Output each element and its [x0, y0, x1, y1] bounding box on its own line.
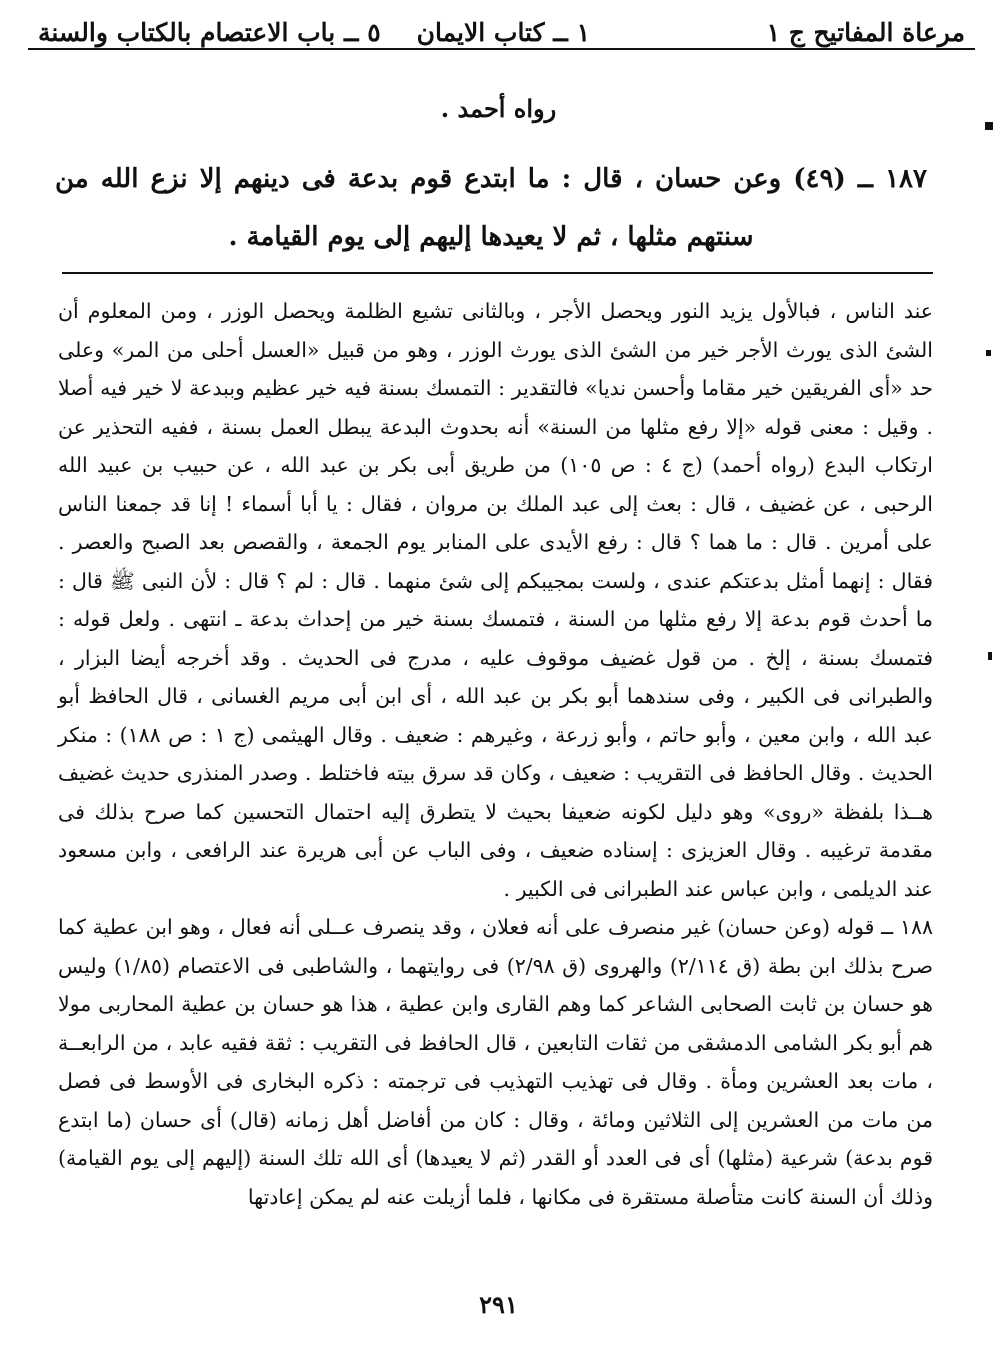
section-divider [62, 272, 933, 274]
header-chapter-title: ٥ ــ باب الاعتصام بالكتاب والسنة [38, 18, 381, 47]
header-book-section: ١ ــ كتاب الايمان [416, 18, 590, 47]
commentary-paragraph: ١٨٨ ــ قوله (وعن حسان) غير منصرف على أنه فعلان ، وقد ينصرف عــلى أنه فعال ، وهو ابن عطية كما صرح بذلك ابن بطة (ق ٢/١١٤) والهروى (ق ٢/٩٨) فى روايتهما ، والشاطبى فى الاعتصام (١/٨٥) وليس هو حسان بن ثابت الصحابى الشاعر كما وهم القارى وابن عطية ، هذا هو حسان بن عطية المحاربى مولا هم أبو بكر الشامى الدمشقى من ثقات التابعين ، قال الحافظ فى التقريب : ثقة فقيه عابد ، من الرابعــة ، مات بعد العشرين ومأة . وقال فى تهذيب التهذيب فى ترجمته : ذكره البخارى فى الأوسط فى فصل من مات من العشرين إلى الثلاثين ومائة ، وقال : كان من أفاضل أهل زمانه (قال) أى حسان (ما ابتدع قوم بدعة) شرعية (مثلها) أى فى العدد أو القدر (ثم لا يعيدها) أى الله تلك السنة (إليهم إلى يوم القيامة) وذلك أن السنة كانت متأصلة مستقرة فى مكانها ، فلما أزيلت عنه لم يمكن إعادتها [58, 915, 934, 1209]
margin-mark [986, 350, 991, 356]
narration-source-line: رواه أحمد . [440, 94, 557, 123]
hadith-text: ١٨٧ ــ (٤٩) وعن حسان ، قال : ما ابتدع قوم بدعة فى دينهم إلا نزع الله من سنتهم مثلها ، ثم لا يعيدها إليهم إلى يوم القيامة . [55, 164, 927, 252]
commentary-paragraph: عند الناس ، فبالأول يزيد النور ويحصل الأجر ، وبالثانى تشيع الظلمة ويحصل الوزر ، ومن المعلوم أن الشئ الذى يورث الأجر خير من الشئ الذى يورث الوزر ، وهو من قبيل «العسل أحلى من المر» وعلى حد «أى الفريقين خير مقاما وأحسن نديا» فالتقدير : التمسك بسنة فيه خير عظيم وببدعة لا خير فيه أصلا . وقيل : معنى قوله «إلا رفع مثلها من السنة» أنه بحدوث البدعة يبطل العمل بسنة ، ففيه التحذير عن ارتكاب البدع (رواه أحمد) (ج ٤ : ص ١٠٥) من طريق أبى بكر بن عبد الله ، عن حبيب بن عبيد الله الرحبى ، عن غضيف ، قال : بعث إلى عبد الملك بن مروان ، فقال : يا أبا أسماء ! إنا قد جمعنا الناس على أمرين . قال : ما هما ؟ قال : رفع الأيدى على المنابر يوم الجمعة ، والقصص بعد الصبح والعصر . فقال : إنهما أمثل بدعتكم عندى ، ولست بمجيبكم إلى شئ منهما . قال : لم ؟ قال : لأن النبى ﷺ قال : ما أحدث قوم بدعة إلا رفع مثلها من السنة ، فتمسك بسنة خير من إحداث بدعة ـ انتهى . ولعل قوله : فتمسك بسنة ، إلخ . من قول غضيف موقوف عليه ، مدرج فى الحديث . وقد أخرجه أيضا البزار ، والطبرانى فى الكبير ، وفى سندهما أبو بكر بن عبد الله ، أى ابن أبى مريم الغسانى ، قال الحافظ أبو عبد الله ، وابن معين ، وأبو حاتم ، وأبو زرعة ، وغيرهم : ضعيف . وقال الهيثمى (ج ١ : ص ١٨٨) : منكر الحديث . وقال الحافظ فى التقريب : ضعيف ، وكان قد سرق بيته فاختلط . وصدر المنذرى حديث غضيف هــذا بلفظة «روى» وهو دليل لكونه ضعيفا بحيث لا يتطرق إليه احتمال التحسين كما صرح بذلك فى مقدمة ترغيبه . وقال العزيزى : إسناده ضعيف ، وفى الباب عن أبى هريرة عند الرافعى ، وابن مسعود عند الديلمى ، وابن عباس عند الطبرانى فى الكبير . [58, 299, 934, 901]
margin-mark [988, 652, 992, 660]
header-book-title: مرعاة المفاتيح ج ١ [766, 18, 965, 47]
margin-mark [985, 122, 993, 130]
commentary-body [58, 292, 933, 1216]
running-header [28, 14, 975, 50]
page-number: ٢٩١ [479, 1290, 518, 1319]
